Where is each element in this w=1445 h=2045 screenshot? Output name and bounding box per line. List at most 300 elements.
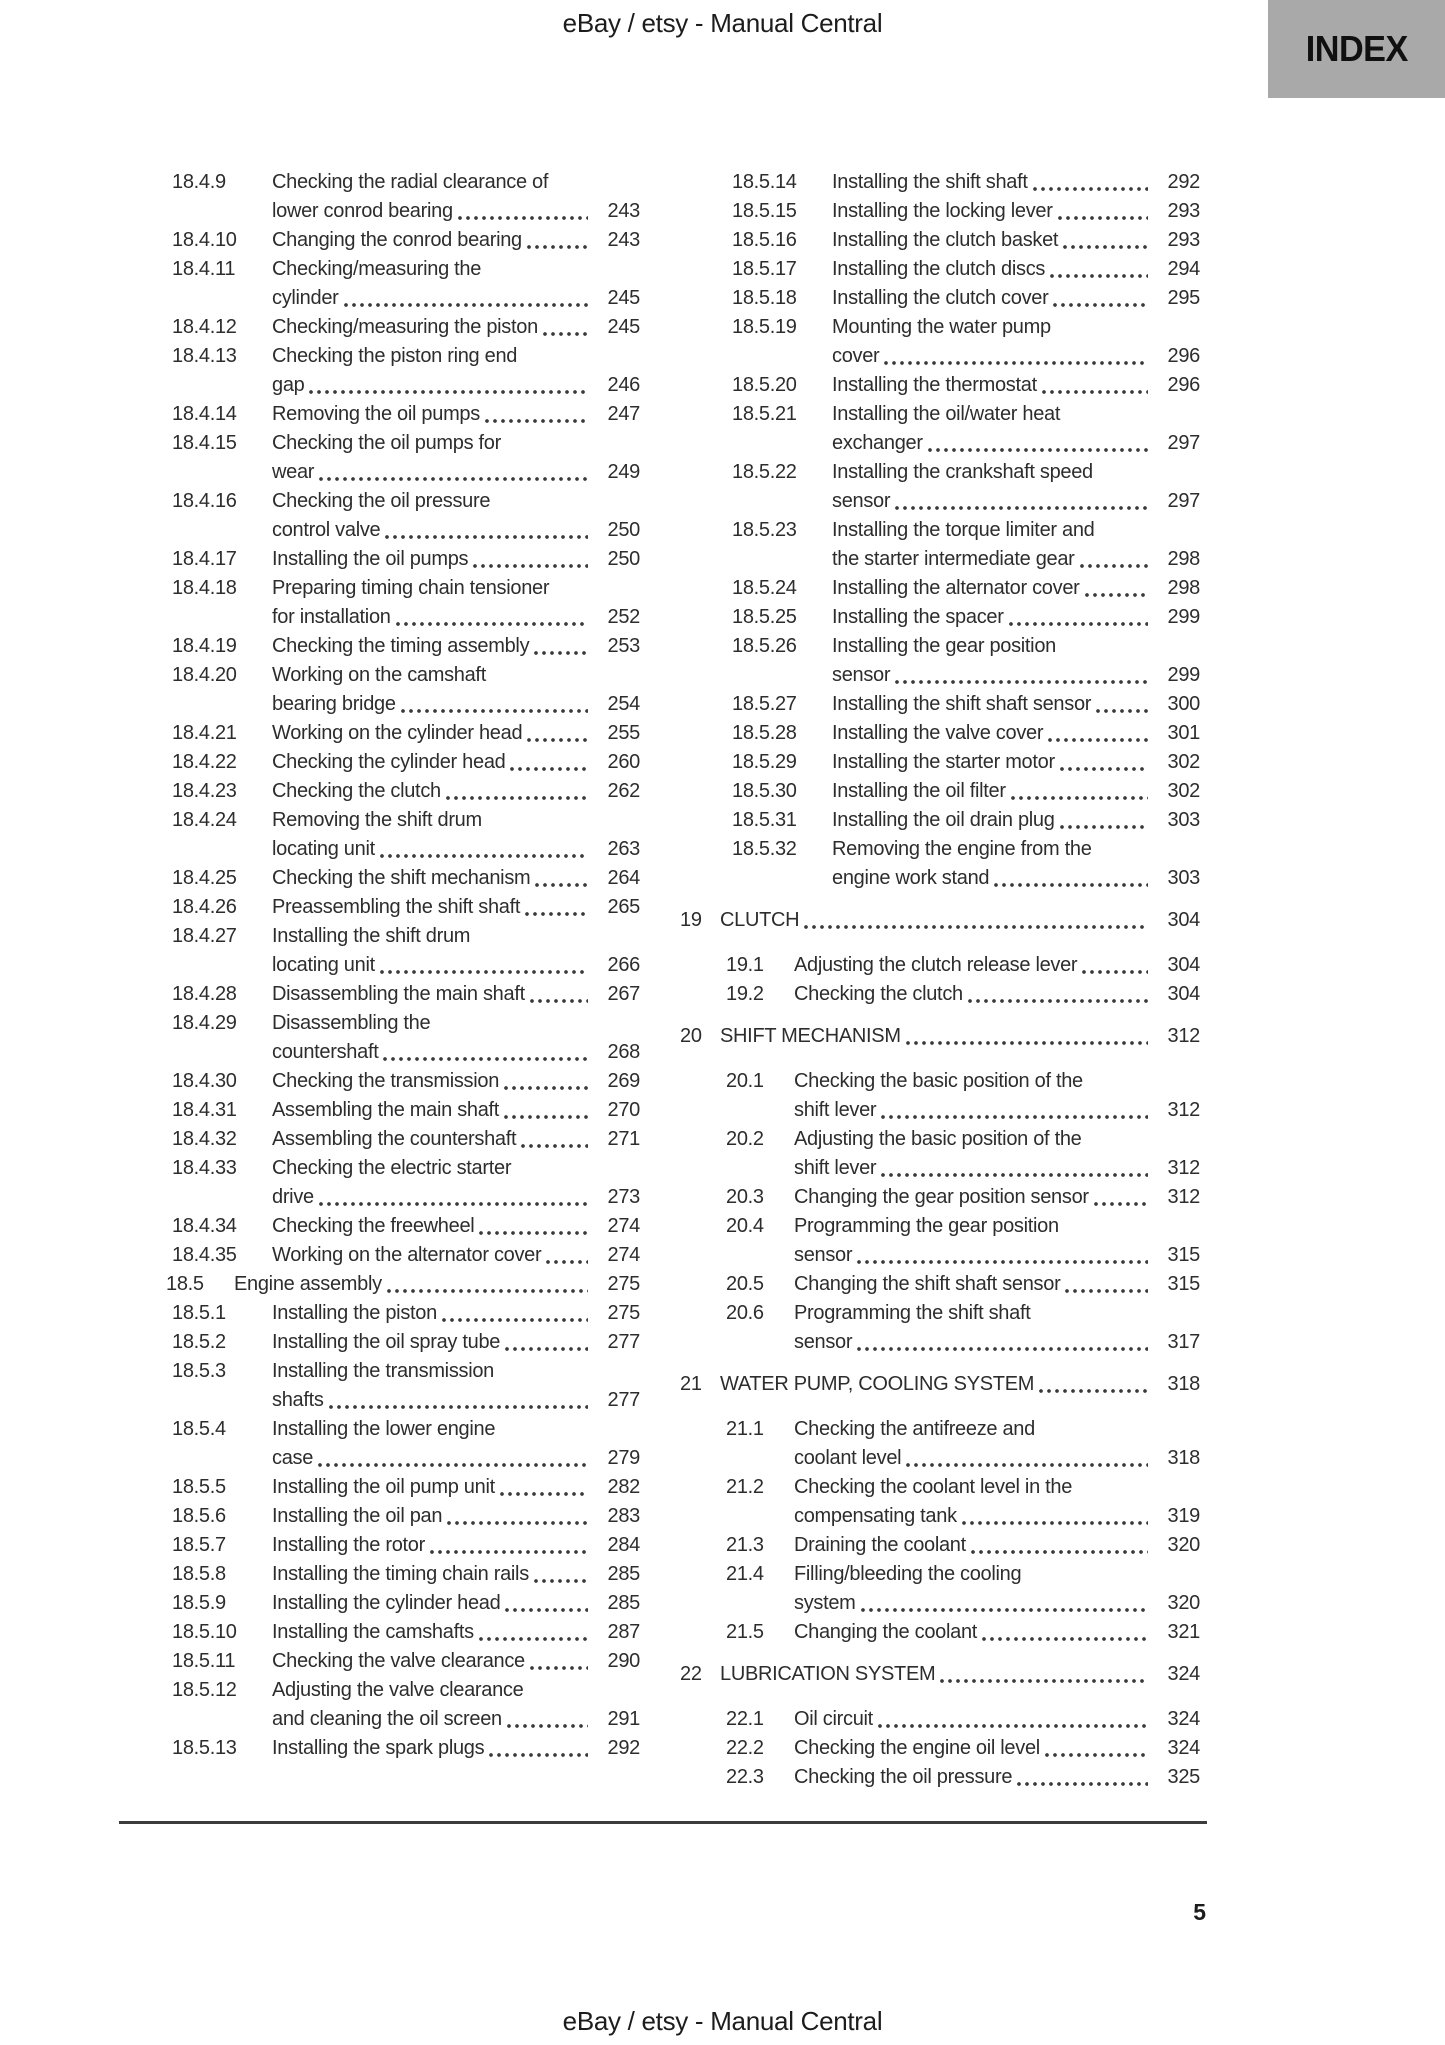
entry-title-text: Installing the clutch basket	[832, 229, 1059, 251]
entry-page: 299	[1167, 606, 1200, 628]
entry-number: 20.5	[726, 1273, 764, 1295]
entry-title-line	[272, 719, 640, 748]
entry-body	[272, 719, 640, 748]
entry-title-line	[794, 1096, 1200, 1125]
entry-title-text: SHIFT MECHANISM	[720, 1025, 901, 1047]
entry-number: 19	[680, 909, 702, 931]
dot-leader	[504, 1115, 588, 1119]
dot-leader	[430, 1550, 588, 1554]
entry-title-line	[832, 719, 1200, 748]
entry-page: 299	[1167, 664, 1200, 686]
entry-title-line	[794, 1618, 1200, 1647]
entry-body	[272, 1415, 640, 1473]
toc-entry	[172, 1212, 640, 1241]
entry-page: 265	[607, 896, 640, 918]
entry-title-line: Disassembling the	[272, 1012, 431, 1034]
dot-leader	[1039, 1389, 1148, 1393]
entry-number: 18.4.35	[172, 1244, 237, 1266]
dot-leader	[968, 999, 1148, 1003]
entry-title-line	[272, 1502, 640, 1531]
entry-number: 18.4.33	[172, 1157, 237, 1179]
entry-page: 253	[607, 635, 640, 657]
dot-leader	[485, 419, 588, 423]
entry-page: 249	[607, 461, 640, 483]
entry-title-text: shift lever	[794, 1157, 877, 1179]
dot-leader	[884, 361, 1148, 365]
toc-entry	[732, 400, 1200, 458]
dot-leader	[504, 1086, 588, 1090]
entry-number: 18.5.19	[732, 316, 797, 338]
entry-title-line	[832, 168, 1200, 197]
entry-title-text: Checking the shift mechanism	[272, 867, 531, 889]
entry-number: 18.4.31	[172, 1099, 237, 1121]
entry-body	[272, 922, 640, 980]
entry-title-line	[272, 893, 640, 922]
header	[0, 8, 1445, 39]
dot-leader	[982, 1637, 1148, 1641]
entry-body	[272, 1531, 640, 1560]
toc-entry	[172, 1734, 640, 1763]
entry-number: 18.5.7	[172, 1534, 226, 1556]
entry-body	[832, 690, 1200, 719]
entry-title-text: LUBRICATION SYSTEM	[720, 1663, 936, 1685]
dot-leader	[1050, 274, 1148, 278]
entry-number: 18.4.27	[172, 925, 237, 947]
entry-body	[272, 429, 640, 487]
entry-title-line	[272, 516, 640, 545]
entry-body	[272, 226, 640, 255]
entry-body	[272, 545, 640, 574]
entry-title-line: Filling/bleeding the cooling	[794, 1563, 1022, 1585]
entry-title-line	[794, 980, 1200, 1009]
entry-body	[794, 951, 1200, 980]
dot-leader	[857, 1260, 1148, 1264]
entry-number: 18.4.9	[172, 171, 226, 193]
entry-title-text: Checking the clutch	[272, 780, 441, 802]
entry-page: 297	[1167, 432, 1200, 454]
dot-leader	[530, 1666, 588, 1670]
dot-leader	[1011, 796, 1148, 800]
toc-entry	[732, 313, 1200, 371]
dot-leader	[458, 216, 588, 220]
entry-title-line: Checking the radial clearance of	[272, 171, 549, 193]
entry-page: 300	[1167, 693, 1200, 715]
entry-body	[794, 1270, 1200, 1299]
entry-body	[794, 1212, 1200, 1270]
entry-title-line	[794, 1502, 1200, 1531]
dot-leader	[1045, 1753, 1148, 1757]
entry-page: 284	[607, 1534, 640, 1556]
entry-title-text: control valve	[272, 519, 381, 541]
dot-leader	[962, 1521, 1148, 1525]
entry-body	[794, 1183, 1200, 1212]
entry-title-line	[832, 284, 1200, 313]
entry-title-line	[832, 487, 1200, 516]
toc-entry	[172, 1299, 640, 1328]
entry-title-text: Assembling the countershaft	[272, 1128, 517, 1150]
entry-title-line	[794, 1154, 1200, 1183]
entry-page: 243	[607, 229, 640, 251]
toc-entry	[172, 487, 640, 545]
entry-title-text: shafts	[272, 1389, 324, 1411]
entry-page: 315	[1167, 1273, 1200, 1295]
entry-title-line: Checking the electric starter	[272, 1157, 512, 1179]
entry-title-text: Checking the engine oil level	[794, 1737, 1040, 1759]
entry-title-line	[832, 806, 1200, 835]
entry-body	[794, 1473, 1200, 1531]
entry-title-line	[272, 748, 640, 777]
entry-title-text: Disassembling the main shaft	[272, 983, 525, 1005]
entry-body	[720, 1660, 1200, 1689]
entry-title-text: Oil circuit	[794, 1708, 873, 1730]
dot-leader	[507, 1724, 588, 1728]
entry-title-text: Checking the timing assembly	[272, 635, 530, 657]
entry-body	[272, 1618, 640, 1647]
toc-entry	[732, 574, 1200, 603]
dot-leader	[329, 1405, 588, 1409]
entry-title-line	[272, 1386, 640, 1415]
entry-body	[832, 313, 1200, 371]
entry-page: 264	[607, 867, 640, 889]
entry-page: 263	[607, 838, 640, 860]
entry-title-line	[794, 1734, 1200, 1763]
entry-title-line	[272, 313, 640, 342]
toc-entry	[172, 1009, 640, 1067]
entry-page: 273	[607, 1186, 640, 1208]
entry-title-line	[272, 371, 640, 400]
entry-number: 18.4.11	[172, 258, 236, 280]
entry-title-text: Installing the shift shaft	[832, 171, 1028, 193]
entry-title-line	[832, 574, 1200, 603]
entry-title-text: Draining the coolant	[794, 1534, 966, 1556]
entry-number: 18.4.34	[172, 1215, 237, 1237]
entry-page: 293	[1167, 229, 1200, 251]
entry-body	[794, 1734, 1200, 1763]
entry-body	[832, 835, 1200, 893]
dot-leader	[1082, 970, 1148, 974]
toc-entry	[172, 1647, 640, 1676]
entry-title-text: locating unit	[272, 838, 375, 860]
entry-body	[272, 168, 640, 226]
toc-entry	[172, 400, 640, 429]
toc-entry	[726, 1560, 1200, 1618]
entry-page: 260	[607, 751, 640, 773]
entry-title-text: Installing the timing chain rails	[272, 1563, 529, 1585]
entry-page: 285	[607, 1563, 640, 1585]
entry-page: 317	[1167, 1331, 1200, 1353]
dot-leader	[309, 390, 588, 394]
entry-title-text: shift lever	[794, 1099, 877, 1121]
dot-leader	[500, 1492, 588, 1496]
entry-page: 282	[607, 1476, 640, 1498]
entry-number: 18.4.12	[172, 316, 237, 338]
entry-body	[794, 1705, 1200, 1734]
entry-title-line	[832, 255, 1200, 284]
toc-entry	[172, 342, 640, 400]
entry-number: 20.6	[726, 1302, 764, 1324]
dot-leader	[447, 1521, 588, 1525]
dot-leader	[895, 680, 1148, 684]
dot-leader	[510, 767, 588, 771]
entry-body	[832, 168, 1200, 197]
entry-title-text: system	[794, 1592, 856, 1614]
entry-title-text: Installing the spark plugs	[272, 1737, 485, 1759]
toc-entry	[172, 1560, 640, 1589]
entry-title-text: Changing the conrod bearing	[272, 229, 522, 251]
entry-page: 325	[1167, 1766, 1200, 1788]
dot-leader	[804, 925, 1148, 929]
toc-entry	[680, 906, 1200, 935]
entry-page: 302	[1167, 751, 1200, 773]
entry-body	[272, 1009, 640, 1067]
dot-leader	[1096, 709, 1148, 713]
entry-title-text: compensating tank	[794, 1505, 957, 1527]
entry-body	[272, 632, 640, 661]
entry-page: 262	[607, 780, 640, 802]
entry-number: 18.5.21	[732, 403, 797, 425]
entry-title-line: Checking the piston ring end	[272, 345, 518, 367]
entry-title-line: Installing the lower engine	[272, 1418, 496, 1440]
toc-entry	[732, 255, 1200, 284]
entry-page: 285	[607, 1592, 640, 1614]
entry-body	[832, 574, 1200, 603]
entry-number: 18.4.22	[172, 751, 237, 773]
entry-number: 18.5.30	[732, 780, 797, 802]
toc-column-left	[120, 168, 640, 1763]
dot-leader	[319, 477, 588, 481]
entry-title-text: wear	[272, 461, 315, 483]
entry-number: 18.5.3	[172, 1360, 226, 1382]
toc-entry	[732, 197, 1200, 226]
entry-title-line	[272, 1299, 640, 1328]
entry-body	[272, 1241, 640, 1270]
entry-body	[272, 748, 640, 777]
entry-title-line	[272, 1096, 640, 1125]
entry-number: 18.5	[166, 1273, 204, 1295]
entry-page: 318	[1167, 1373, 1200, 1395]
entry-page: 304	[1167, 909, 1200, 931]
entry-number: 19.2	[726, 983, 764, 1005]
entry-title-text: Assembling the main shaft	[272, 1099, 500, 1121]
entry-title-text: Installing the oil drain plug	[832, 809, 1055, 831]
entry-page: 279	[607, 1447, 640, 1469]
entry-number: 18.4.30	[172, 1070, 237, 1092]
entry-title-line: Removing the engine from the	[832, 838, 1092, 860]
entry-title-text: Installing the thermostat	[832, 374, 1037, 396]
entry-body	[832, 777, 1200, 806]
toc-entry	[726, 980, 1200, 1009]
entry-number: 21.4	[726, 1563, 764, 1585]
entry-title-line	[794, 1531, 1200, 1560]
entry-title-text: Installing the spacer	[832, 606, 1004, 628]
entry-title-line	[272, 632, 640, 661]
entry-title-text: Installing the clutch cover	[832, 287, 1049, 309]
entry-page: 277	[607, 1389, 640, 1411]
entry-title-text: Installing the oil filter	[832, 780, 1006, 802]
entry-page: 312	[1167, 1025, 1200, 1047]
toc-entry	[172, 1125, 640, 1154]
entry-page: 318	[1167, 1447, 1200, 1469]
toc-entry	[732, 226, 1200, 255]
entry-title-line	[272, 545, 640, 574]
toc-entry	[172, 1531, 640, 1560]
dot-leader	[881, 1173, 1148, 1177]
entry-title-line: Adjusting the basic position of the	[794, 1128, 1082, 1150]
entry-title-line	[272, 197, 640, 226]
entry-title-text: Installing the clutch discs	[832, 258, 1046, 280]
entry-title-line: Installing the gear position	[832, 635, 1056, 657]
entry-title-text: Installing the camshafts	[272, 1621, 474, 1643]
dot-leader	[380, 854, 588, 858]
entry-body	[832, 806, 1200, 835]
dot-leader	[442, 1318, 588, 1322]
entry-title-text: Installing the shift shaft sensor	[832, 693, 1092, 715]
entry-number: 18.5.8	[172, 1563, 226, 1585]
entry-page: 250	[607, 548, 640, 570]
entry-number: 18.5.10	[172, 1621, 237, 1643]
dot-leader	[1080, 564, 1148, 568]
dot-leader	[1033, 187, 1148, 191]
entry-title-text: Changing the gear position sensor	[794, 1186, 1089, 1208]
entry-page: 246	[607, 374, 640, 396]
entry-body	[832, 516, 1200, 574]
entry-title-line: Adjusting the valve clearance	[272, 1679, 524, 1701]
entry-number: 21.5	[726, 1621, 764, 1643]
entry-body	[272, 574, 640, 632]
entry-number: 18.4.29	[172, 1012, 237, 1034]
toc-entry	[172, 922, 640, 980]
toc-entry	[726, 1705, 1200, 1734]
page-number: 5	[1193, 1899, 1206, 1925]
toc-entry	[172, 1241, 640, 1270]
toc-entry	[172, 1357, 640, 1415]
entry-title-line	[832, 603, 1200, 632]
entry-number: 18.5.29	[732, 751, 797, 773]
entry-page: 271	[607, 1128, 640, 1150]
entry-title-text: Installing the rotor	[272, 1534, 425, 1556]
entry-title-text: CLUTCH	[720, 909, 800, 931]
entry-number: 18.4.16	[172, 490, 237, 512]
entry-title-line	[272, 1125, 640, 1154]
entry-body	[272, 1589, 640, 1618]
entry-page: 319	[1167, 1505, 1200, 1527]
entry-number: 22	[680, 1663, 702, 1685]
entry-page: 303	[1167, 867, 1200, 889]
entry-number: 18.5.5	[172, 1476, 226, 1498]
toc-entry	[726, 951, 1200, 980]
entry-number: 18.4.24	[172, 809, 237, 831]
dot-leader	[527, 738, 588, 742]
toc-entry	[732, 458, 1200, 516]
entry-page: 274	[607, 1244, 640, 1266]
entry-number: 18.5.11	[172, 1650, 236, 1672]
toc-entry	[172, 226, 640, 255]
entry-body	[272, 864, 640, 893]
entry-title-line	[272, 835, 640, 864]
entry-page: 243	[607, 200, 640, 222]
toc-entry	[172, 632, 640, 661]
entry-number: 18.5.15	[732, 200, 797, 222]
entry-title-text: sensor	[832, 664, 891, 686]
entry-number: 18.5.4	[172, 1418, 226, 1440]
dot-leader	[543, 332, 588, 336]
entry-title-text: Checking the valve clearance	[272, 1650, 525, 1672]
entry-body	[794, 1299, 1200, 1357]
entry-body	[832, 371, 1200, 400]
dot-leader	[380, 970, 588, 974]
toc-entry	[172, 864, 640, 893]
toc-entry	[172, 1154, 640, 1212]
entry-title-text: and cleaning the oil screen	[272, 1708, 502, 1730]
entry-title-text: Installing the oil pumps	[272, 548, 469, 570]
entry-body	[272, 1299, 640, 1328]
entry-title-text: Installing the locking lever	[832, 200, 1053, 222]
dot-leader	[1063, 245, 1148, 249]
entry-title-line	[832, 690, 1200, 719]
dot-leader	[1065, 1289, 1148, 1293]
toc-entry	[732, 603, 1200, 632]
entry-page: 320	[1167, 1592, 1200, 1614]
entry-body	[272, 1328, 640, 1357]
entry-title-text: Checking the oil pressure	[794, 1766, 1013, 1788]
entry-number: 18.5.25	[732, 606, 797, 628]
entry-title-line	[832, 748, 1200, 777]
toc-entry	[726, 1473, 1200, 1531]
entry-title-text: countershaft	[272, 1041, 379, 1063]
entry-number: 18.5.17	[732, 258, 797, 280]
toc-entry	[726, 1299, 1200, 1357]
entry-number: 18.5.1	[172, 1302, 226, 1324]
entry-title-line	[272, 284, 640, 313]
entry-title-text: Preassembling the shift shaft	[272, 896, 521, 918]
footer-title: eBay / etsy - Manual Central	[562, 2006, 883, 2036]
entry-number: 18.5.31	[732, 809, 797, 831]
entry-title-line	[272, 1705, 640, 1734]
entry-page: 303	[1167, 809, 1200, 831]
entry-body	[794, 1125, 1200, 1183]
entry-page: 324	[1167, 1737, 1200, 1759]
dot-leader	[1094, 1202, 1148, 1206]
entry-body	[272, 1212, 640, 1241]
toc-entry	[732, 835, 1200, 893]
entry-page: 296	[1167, 345, 1200, 367]
entry-number: 18.5.2	[172, 1331, 226, 1353]
entry-number: 18.4.17	[172, 548, 237, 570]
entry-page: 277	[607, 1331, 640, 1353]
toc-entry	[172, 1589, 640, 1618]
dot-leader	[319, 1202, 588, 1206]
entry-title-line: Preparing timing chain tensioner	[272, 577, 550, 599]
header-title: eBay / etsy - Manual Central	[562, 8, 883, 38]
entry-title-text: Installing the piston	[272, 1302, 437, 1324]
entry-title-text: Installing the cylinder head	[272, 1592, 501, 1614]
entry-title-text: Installing the alternator cover	[832, 577, 1080, 599]
entry-title-text: Installing the oil spray tube	[272, 1331, 501, 1353]
toc-entry	[172, 574, 640, 632]
entry-page: 312	[1167, 1157, 1200, 1179]
entry-page: 252	[607, 606, 640, 628]
entry-body	[794, 1415, 1200, 1473]
toc-entry	[172, 168, 640, 226]
entry-title-line: Programming the shift shaft	[794, 1302, 1031, 1324]
toc-entry	[172, 255, 640, 313]
entry-page: 291	[607, 1708, 640, 1730]
entry-number: 18.4.26	[172, 896, 237, 918]
toc-entry	[732, 806, 1200, 835]
entry-body	[272, 893, 640, 922]
toc-column-right	[680, 168, 1200, 1792]
entry-title-text: Engine assembly	[234, 1273, 382, 1295]
